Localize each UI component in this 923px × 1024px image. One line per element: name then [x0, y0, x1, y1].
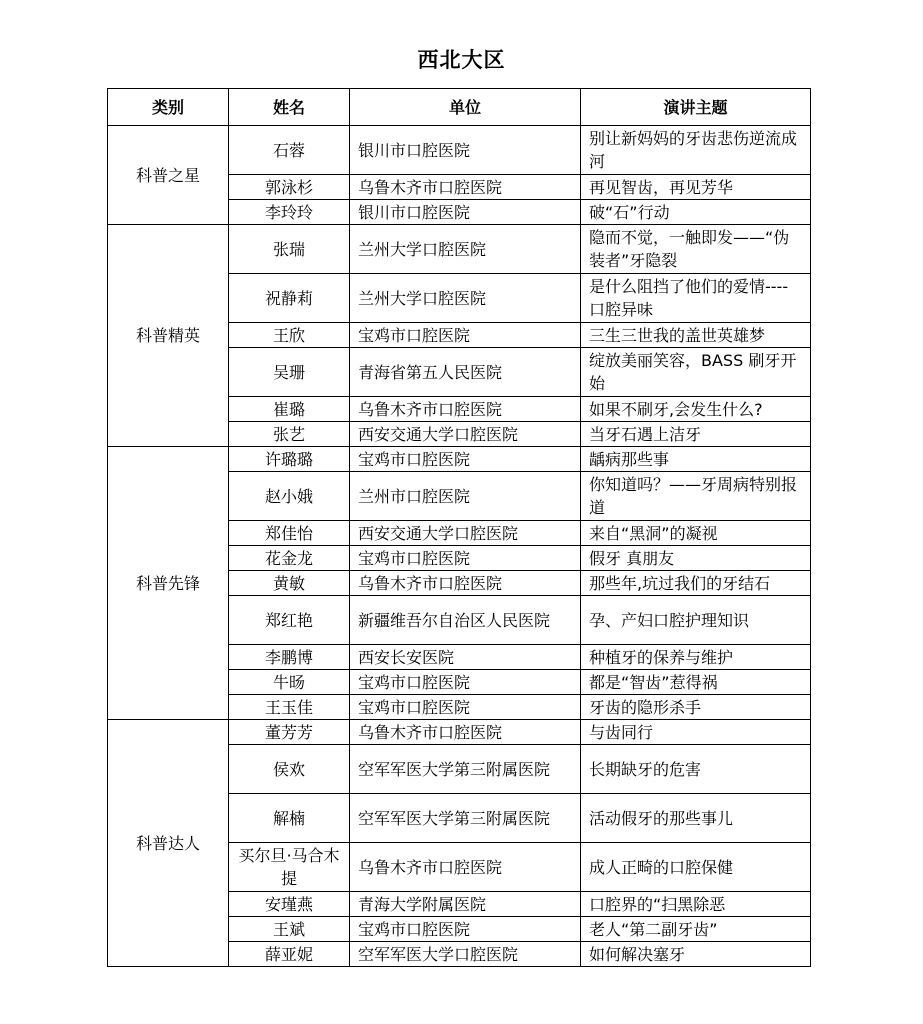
topic-cell: 孕、产妇口腔护理知识: [581, 596, 811, 645]
unit-cell: 宝鸡市口腔医院: [350, 546, 581, 571]
name-cell: 花金龙: [229, 546, 350, 571]
unit-cell: 空军军医大学第三附属医院: [350, 794, 581, 843]
name-cell: 牛旸: [229, 670, 350, 695]
name-cell: 郭泳杉: [229, 175, 350, 200]
category-cell: 科普达人: [108, 720, 229, 967]
unit-cell: 宝鸡市口腔医院: [350, 695, 581, 720]
topic-cell: 当牙石遇上洁牙: [581, 422, 811, 447]
unit-cell: 银川市口腔医院: [350, 200, 581, 225]
topic-cell: 口腔界的“扫黑除恶: [581, 892, 811, 917]
table-row: [108, 126, 811, 175]
header-topic: 演讲主题: [581, 89, 811, 126]
name-cell: 郑红艳: [229, 596, 350, 645]
speaker-table: [107, 88, 811, 967]
unit-cell: 乌鲁木齐市口腔医院: [350, 720, 581, 745]
topic-cell: 种植牙的保养与维护: [581, 645, 811, 670]
topic-cell: 绽放美丽笑容，BASS 刷牙开始: [581, 348, 811, 397]
name-cell: 李玲玲: [229, 200, 350, 225]
name-cell: 黄敏: [229, 571, 350, 596]
topic-cell: 龋病那些事: [581, 447, 811, 472]
name-cell: 王斌: [229, 917, 350, 942]
unit-cell: 乌鲁木齐市口腔医院: [350, 843, 581, 892]
table-row: [108, 447, 811, 472]
topic-cell: 如果不刷牙,会发生什么?: [581, 397, 811, 422]
unit-cell: 西安交通大学口腔医院: [350, 521, 581, 546]
unit-cell: 宝鸡市口腔医院: [350, 917, 581, 942]
topic-cell: 活动假牙的那些事儿: [581, 794, 811, 843]
unit-cell: 青海大学附属医院: [350, 892, 581, 917]
name-cell: 吴珊: [229, 348, 350, 397]
name-cell: 王玉佳: [229, 695, 350, 720]
name-cell: 薛亚妮: [229, 942, 350, 967]
topic-cell: 长期缺牙的危害: [581, 745, 811, 794]
unit-cell: 兰州大学口腔医院: [350, 274, 581, 323]
page-title: 西北大区: [417, 48, 506, 72]
topic-cell: 牙齿的隐形杀手: [581, 695, 811, 720]
topic-cell: 老人“第二副牙齿”: [581, 917, 811, 942]
topic-cell: 再见智齿，再见芳华: [581, 175, 811, 200]
name-cell: 买尔旦·马合木提: [229, 843, 350, 892]
name-cell: 许璐璐: [229, 447, 350, 472]
topic-cell: 与齿同行: [581, 720, 811, 745]
category-cell: 科普之星: [108, 126, 229, 225]
name-cell: 安瑾燕: [229, 892, 350, 917]
name-cell: 王欣: [229, 323, 350, 348]
unit-cell: 宝鸡市口腔医院: [350, 323, 581, 348]
topic-cell: 破“石”行动: [581, 200, 811, 225]
header-unit: 单位: [350, 89, 581, 126]
unit-cell: 乌鲁木齐市口腔医院: [350, 571, 581, 596]
name-cell: 张艺: [229, 422, 350, 447]
table-body: [108, 126, 811, 967]
name-cell: 郑佳怡: [229, 521, 350, 546]
unit-cell: 宝鸡市口腔医院: [350, 447, 581, 472]
header-name: 姓名: [229, 89, 350, 126]
topic-cell: 隐而不觉，一触即发——“伪装者”牙隐裂: [581, 225, 811, 274]
table-row: [108, 720, 811, 745]
unit-cell: 空军军医大学口腔医院: [350, 942, 581, 967]
unit-cell: 乌鲁木齐市口腔医院: [350, 175, 581, 200]
name-cell: 董芳芳: [229, 720, 350, 745]
topic-cell: 别让新妈妈的牙齿悲伤逆流成河: [581, 126, 811, 175]
unit-cell: 青海省第五人民医院: [350, 348, 581, 397]
name-cell: 李鹏博: [229, 645, 350, 670]
name-cell: 张瑞: [229, 225, 350, 274]
table-row: [108, 225, 811, 274]
topic-cell: 成人正畸的口腔保健: [581, 843, 811, 892]
topic-cell: 都是“智齿”惹得祸: [581, 670, 811, 695]
name-cell: 石蓉: [229, 126, 350, 175]
header-category: 类别: [108, 89, 229, 126]
topic-cell: 如何解决塞牙: [581, 942, 811, 967]
name-cell: 崔璐: [229, 397, 350, 422]
topic-cell: 你知道吗？——牙周病特别报道: [581, 472, 811, 521]
unit-cell: 西安交通大学口腔医院: [350, 422, 581, 447]
unit-cell: 乌鲁木齐市口腔医院: [350, 397, 581, 422]
topic-cell: 是什么阻挡了他们的爱情----口腔异味: [581, 274, 811, 323]
topic-cell: 那些年,坑过我们的牙结石: [581, 571, 811, 596]
name-cell: 赵小娥: [229, 472, 350, 521]
unit-cell: 兰州市口腔医院: [350, 472, 581, 521]
unit-cell: 兰州大学口腔医院: [350, 225, 581, 274]
name-cell: 侯欢: [229, 745, 350, 794]
topic-cell: 三生三世我的盖世英雄梦: [581, 323, 811, 348]
unit-cell: 银川市口腔医院: [350, 126, 581, 175]
name-cell: 解楠: [229, 794, 350, 843]
unit-cell: 新疆维吾尔自治区人民医院: [350, 596, 581, 645]
topic-cell: 假牙 真朋友: [581, 546, 811, 571]
header-row: [108, 89, 811, 126]
unit-cell: 宝鸡市口腔医院: [350, 670, 581, 695]
category-cell: 科普先锋: [108, 447, 229, 720]
topic-cell: 来自“黑洞”的凝视: [581, 521, 811, 546]
unit-cell: 西安长安医院: [350, 645, 581, 670]
unit-cell: 空军军医大学第三附属医院: [350, 745, 581, 794]
category-cell: 科普精英: [108, 225, 229, 447]
name-cell: 祝静莉: [229, 274, 350, 323]
